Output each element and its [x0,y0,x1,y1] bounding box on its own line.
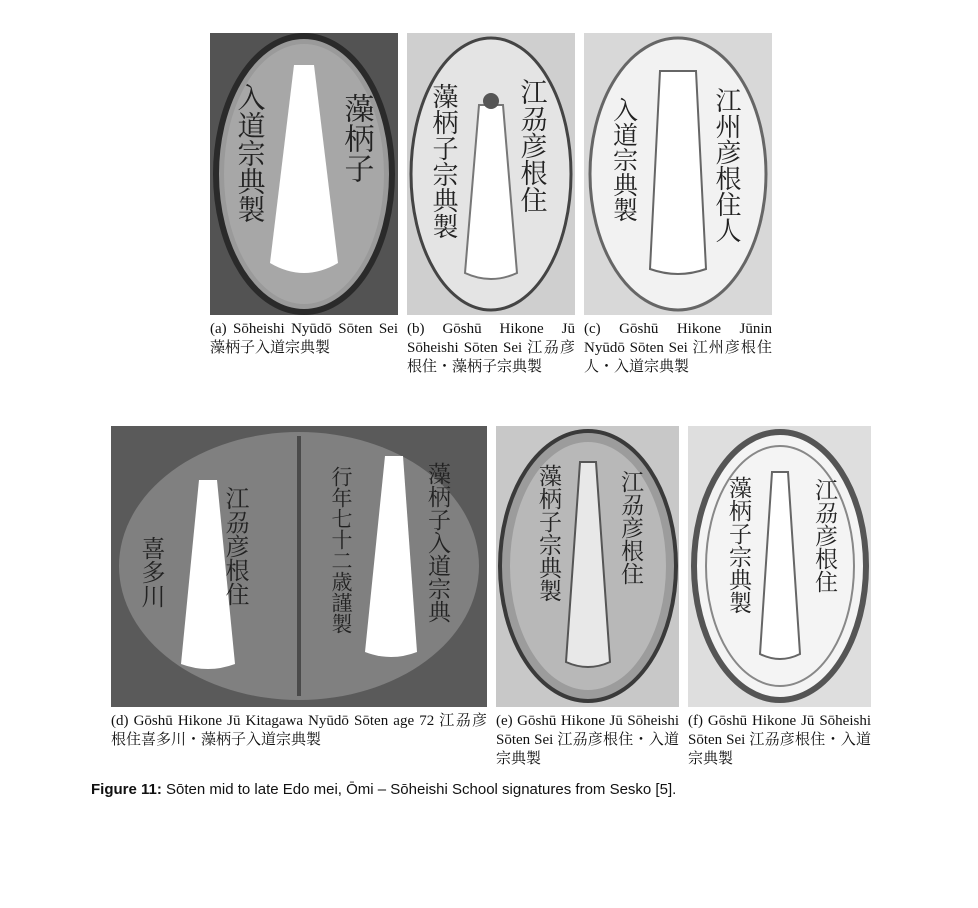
caption-b: (b) Gōshū Hikone Jū Sōheishi Sōten Sei 江刕彦根住・藻柄子宗典製 [407,321,575,375]
caption-c: (c) Gōshū Hikone Jūnin Nyūdō Sōten Sei 江州彦根住人・入道宗典製 [584,321,772,375]
photo-panel-e [496,426,679,707]
inscription-d-3: 藻柄子入道宗典 [424,462,450,623]
inscription-c-right: 江州彦根住人 [711,87,741,243]
inscription-d-2: 喜多川 [137,536,165,608]
photo-panel-a [210,33,398,315]
figure-caption [91,780,891,799]
photo-panel-d [111,426,487,707]
caption-a: (a) Sōheishi Nyūdō Sōten Sei 藻柄子入道宗典製 [210,321,398,356]
photo-panel-f [688,426,871,707]
inscription-f-left: 藻柄子宗典製 [725,476,751,614]
figure-text: Sōten mid to late Edo mei, Ōmi – Sōheishi School signatures from Sesko [5]. [161,781,677,798]
inscription-a-right: 藻柄子 [338,93,374,183]
photo-panel-b [407,33,575,315]
inscription-b-left: 藻柄子宗典製 [428,83,458,239]
inscription-e-left: 藻柄子宗典製 [535,464,561,602]
caption-d: (d) Gōshū Hikone Jū Kitagawa Nyūdō Sōten age 72 江刕彦根住喜多川・藻柄子入道宗典製 [111,713,487,748]
inscription-d-1: 江刕彦根住 [221,486,249,606]
inscription-f-right: 江刕彦根住 [811,478,837,593]
inscription-e-right: 江刕彦根住 [617,470,643,585]
inscription-a-left: 入道宗典製 [233,83,267,223]
caption-f: (f) Gōshū Hikone Jū Sōheishi Sōten Sei 江刕彦根住・入道宗典製 [688,713,871,767]
inscription-c-left: 入道宗典製 [609,97,639,222]
inscription-d-4: 行年七十二歳謹製 [329,466,353,634]
photo-panel-c [584,33,772,315]
inscription-b-right: 江刕彦根住 [515,78,547,213]
figure-label: Figure 11: [91,781,162,798]
caption-e: (e) Gōshū Hikone Jū Sōheishi Sōten Sei 江刕彦根住・入道宗典製 [496,713,679,767]
